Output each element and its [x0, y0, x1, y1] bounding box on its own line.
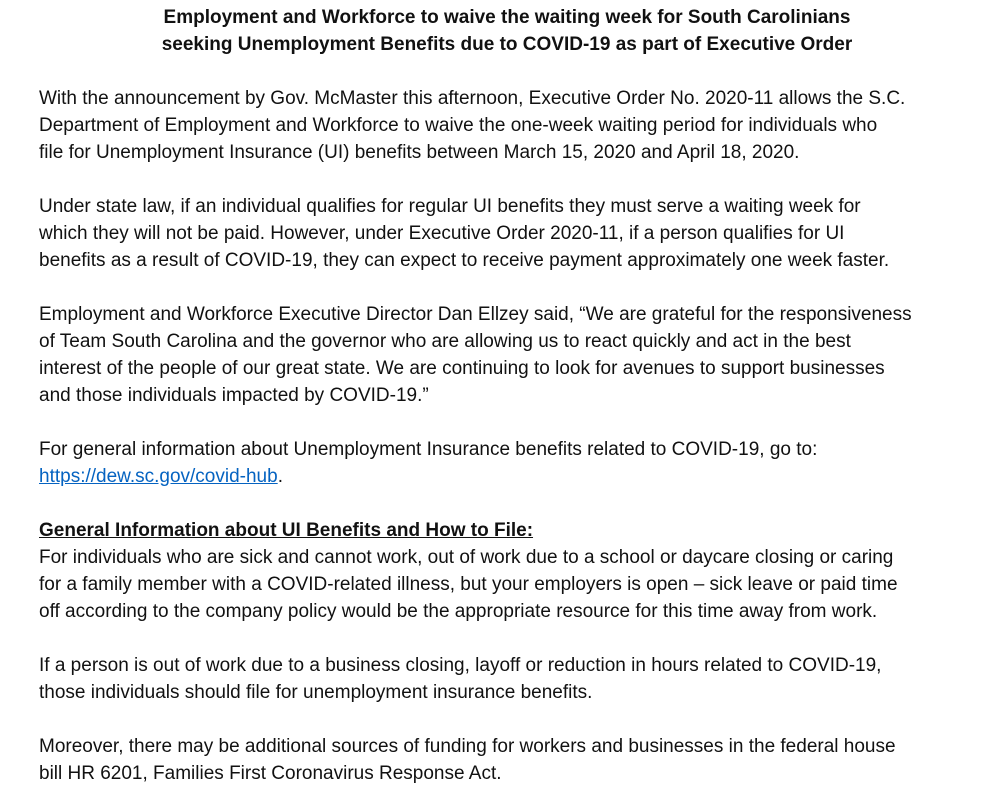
spacer: [39, 409, 975, 436]
spacer: [39, 625, 975, 652]
period: .: [277, 466, 283, 487]
paragraph-state-law: [39, 193, 975, 274]
title-line-2: seeking Unemployment Benefits due to COVID-19 as part of Executive Order: [161, 34, 853, 55]
text-line: interest of the people of our great state. We are continuing to look for avenues to support businesses: [39, 358, 885, 379]
text-line: off according to the company policy would be the appropriate resource for this time away from work.: [39, 601, 878, 622]
text-line: those individuals should file for unemployment insurance benefits.: [39, 682, 593, 703]
text-line: For individuals who are sick and cannot work, out of work due to a school or daycare closing or caring: [39, 547, 894, 568]
text-line: With the announcement by Gov. McMaster this afternoon, Executive Order No. 2020-11 allows the S.C.: [39, 88, 906, 109]
text-line: for a family member with a COVID-related illness, but your employers is open – sick leave or paid time: [39, 574, 898, 595]
section-general-information: [39, 517, 975, 625]
text-line: If a person is out of work due to a business closing, layoff or reduction in hours related to COVID-19,: [39, 655, 882, 676]
text-line: Moreover, there may be additional sources of funding for workers and businesses in the federal house: [39, 736, 896, 757]
title-line-1: Employment and Workforce to waive the waiting week for South Carolinians: [163, 7, 851, 28]
text-line: For general information about Unemployment Insurance benefits related to COVID-19, go to:: [39, 439, 818, 460]
text-line: file for Unemployment Insurance (UI) benefits between March 15, 2020 and April 18, 2020.: [39, 142, 800, 163]
text-line: Department of Employment and Workforce to waive the one-week waiting period for individuals who: [39, 115, 878, 136]
text-line: of Team South Carolina and the governor who are allowing us to react quickly and act in the best: [39, 331, 851, 352]
text-line: Employment and Workforce Executive Director Dan Ellzey said, “We are grateful for the responsiveness: [39, 304, 912, 325]
section-heading: General Information about UI Benefits and How to File:: [39, 520, 534, 541]
spacer: [39, 706, 975, 733]
paragraph-director-quote: [39, 301, 975, 409]
paragraph-executive-order: [39, 85, 975, 166]
paragraph-general-info: [39, 436, 975, 490]
text-line: bill HR 6201, Families First Coronavirus Response Act.: [39, 763, 502, 784]
text-line: which they will not be paid. However, under Executive Order 2020-11, if a person qualifies for UI: [39, 223, 845, 244]
covid-hub-link[interactable]: https://dew.sc.gov/covid-hub: [39, 466, 278, 487]
paragraph-additional-funding: [39, 733, 975, 787]
text-line: and those individuals impacted by COVID-19.”: [39, 385, 429, 406]
spacer: [39, 58, 975, 85]
text-line: benefits as a result of COVID-19, they can expect to receive payment approximately one week faster.: [39, 250, 890, 271]
spacer: [39, 490, 975, 517]
text-line: Under state law, if an individual qualifies for regular UI benefits they must serve a waiting week for: [39, 196, 861, 217]
paragraph-business-closing: [39, 652, 975, 706]
link-line: [39, 463, 975, 490]
spacer: [39, 274, 975, 301]
spacer: [39, 166, 975, 193]
document-title: [39, 4, 975, 58]
